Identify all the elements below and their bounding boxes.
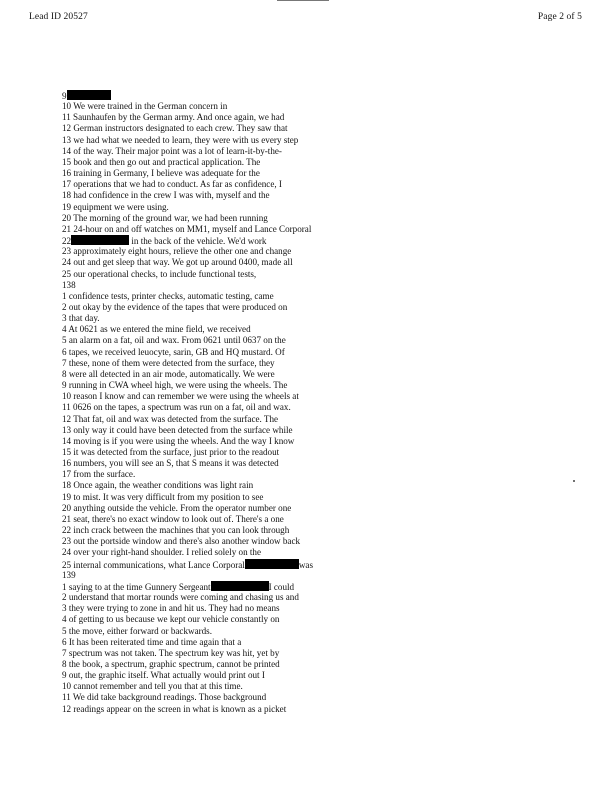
transcript-line (62, 168, 462, 179)
transcript-line (62, 369, 462, 380)
transcript-line (62, 614, 462, 625)
transcript-line (62, 224, 462, 235)
transcript-line (62, 492, 462, 503)
line-text: 11 Saunhaufen by the German army. And once again, we had (62, 112, 285, 123)
transcript-line (62, 514, 462, 525)
line-text: 1 confidence tests, printer checks, automatic testing, came (62, 290, 274, 301)
transcript-line (62, 425, 462, 436)
line-text: 21 seat, there's no exact window to look out of. There's a one (62, 513, 284, 524)
line-text: 15 book and then go out and practical application. The (62, 156, 261, 167)
line-text: 24 out and get sleep that way. We got up around 0400, made all (62, 257, 293, 268)
line-text: 12 That fat, oil and wax was detected from the surface. The (62, 413, 279, 424)
transcript-line (62, 291, 462, 302)
transcript-line (62, 469, 462, 480)
line-text: 6 It has been reiterated time and time again that a (62, 636, 242, 647)
transcript-line (62, 269, 462, 280)
line-text: 12 German instructors designated to each crew. They saw that (62, 123, 288, 134)
transcript-line (62, 525, 462, 536)
line-text: 24 over your right-hand shoulder. I relied solely on the (62, 547, 262, 558)
transcript-line (62, 648, 462, 659)
transcript-line (62, 581, 462, 592)
transcript-line (62, 692, 462, 703)
line-text: 1 saying to at the time Gunnery Sergeant (62, 581, 211, 592)
transcript-line (62, 235, 462, 246)
line-text-after-redaction: I could (268, 581, 295, 592)
transcript-line (62, 112, 462, 123)
line-text: 139 (62, 569, 76, 580)
transcript-line (62, 313, 462, 324)
line-text-after-redaction: was (298, 559, 313, 570)
line-text: 23 out the portside window and there's also another window back (62, 536, 301, 547)
transcript-line (62, 458, 462, 469)
line-text: 2 out okay by the evidence of the tapes that were produced on (62, 301, 288, 312)
redaction-block (67, 90, 111, 100)
transcript-line (62, 681, 462, 692)
transcript-line (62, 570, 462, 581)
transcript-line (62, 257, 462, 268)
line-text: 18 Once again, the weather conditions was light rain (62, 480, 254, 491)
transcript-line (62, 190, 462, 201)
top-edge-line (277, 0, 329, 1)
line-text: 8 were all detected in an air mode, automatically. We were (62, 368, 275, 379)
transcript-line (62, 302, 462, 313)
line-text: 16 numbers, you will see an S, that S means it was detected (62, 458, 279, 469)
line-text: 14 moving is if you were using the wheels. And the way I know (62, 435, 295, 446)
line-text: 13 we had what we needed to learn, they were with us every step (62, 134, 299, 145)
transcript-line (62, 157, 462, 168)
line-text: 17 from the surface. (62, 469, 136, 480)
line-text: 13 only way it could have been detected from the surface while (62, 424, 293, 435)
line-text: 11 0626 on the tapes, a spectrum was run on a fat, oil and wax. (62, 402, 291, 413)
transcript-line (62, 536, 462, 547)
line-text: 25 our operational checks, to include functional tests, (62, 268, 257, 279)
line-text: 5 an alarm on a fat, oil and wax. From 0621 until 0637 on the (62, 335, 286, 346)
transcript-line (62, 213, 462, 224)
line-text: 4 At 0621 as we entered the mine field, we received (62, 324, 251, 335)
line-text: 10 reason I know and can remember we were using the wheels at (62, 391, 299, 402)
transcript-line (62, 480, 462, 491)
transcript-line (62, 324, 462, 335)
transcript-line (62, 626, 462, 637)
transcript-line (62, 246, 462, 257)
line-text-after-redaction: in the back of the vehicle. We'd work (129, 236, 267, 247)
line-text: 22 (62, 236, 72, 247)
line-text: 3 they were trying to zone in and hit us. They had no means (62, 603, 280, 614)
transcript-line (62, 704, 462, 715)
transcript-body (62, 90, 462, 715)
transcript-line (62, 670, 462, 681)
line-text: 7 these, none of them were detected from the surface, they (62, 357, 275, 368)
redaction-block (211, 581, 269, 591)
line-text: 11 We did take background readings. Those background (62, 692, 267, 703)
transcript-line (62, 135, 462, 146)
line-text: 6 tapes, we received leuocyte, sarin, GB and HQ mustard. Of (62, 346, 285, 357)
transcript-line (62, 123, 462, 134)
scan-speck (573, 480, 575, 482)
transcript-line (62, 637, 462, 648)
line-text: 18 had confidence in the crew I was with, myself and the (62, 190, 270, 201)
line-text: 9 running in CWA wheel high, we were using the wheels. The (62, 380, 288, 391)
line-text: 14 of the way. Their major point was a lot of learn-it-by-the- (62, 145, 282, 156)
transcript-line (62, 358, 462, 369)
line-text: 4 of getting to us because we kept our vehicle constantly on (62, 614, 280, 625)
transcript-line (62, 347, 462, 358)
transcript-line (62, 547, 462, 558)
transcript-line (62, 436, 462, 447)
line-text: 12 readings appear on the screen in what is known as a picket (62, 703, 287, 714)
line-text: 9 out, the graphic itself. What actually would print out I (62, 670, 265, 681)
line-text: 21 24-hour on and off watches on MM1, myself and Lance Corporal (62, 223, 312, 234)
transcript-line (62, 414, 462, 425)
transcript-line (62, 335, 462, 346)
transcript-line (62, 391, 462, 402)
line-text: 19 to mist. It was very difficult from my position to see (62, 491, 264, 502)
transcript-line (62, 659, 462, 670)
transcript-line (62, 90, 462, 101)
line-text: 15 it was detected from the surface, just prior to the readout (62, 447, 280, 457)
line-text: 16 training in Germany, I believe was adequate for the (62, 168, 260, 179)
line-text: 20 anything outside the vehicle. From the operator number one (62, 502, 292, 513)
redaction-block (245, 559, 299, 569)
line-text: 8 the book, a spectrum, graphic spectrum, cannot be printed (62, 658, 280, 669)
line-text: 7 spectrum was not taken. The spectrum key was hit, yet by (62, 647, 280, 658)
lead-id-header: Lead ID 20527 (29, 12, 88, 22)
line-text: 20 The morning of the ground war, we had been running (62, 212, 268, 223)
transcript-line (62, 447, 462, 458)
transcript-line (62, 380, 462, 391)
line-text: 10 We were trained in the German concern in (62, 101, 228, 112)
transcript-line (62, 179, 462, 190)
line-text: 19 equipment we were using. (62, 201, 169, 212)
transcript-line (62, 603, 462, 614)
line-text: 23 approximately eight hours, relieve the other one and change (62, 246, 292, 257)
transcript-line (62, 101, 462, 112)
transcript-line (62, 402, 462, 413)
line-text: 10 cannot remember and tell you that at this time. (62, 681, 243, 692)
transcript-line (62, 559, 462, 570)
line-text: 22 inch crack between the machines that you can look through (62, 525, 290, 536)
transcript-line (62, 503, 462, 514)
transcript-line (62, 202, 462, 213)
line-text: 2 understand that mortar rounds were coming and chasing us and (62, 592, 299, 603)
line-text: 3 that day. (62, 313, 100, 324)
transcript-line (62, 146, 462, 157)
transcript-line (62, 280, 462, 291)
line-text: 138 (62, 279, 76, 290)
transcript-line (62, 592, 462, 603)
line-text: 9 (62, 91, 67, 101)
line-text: 17 operations that we had to conduct. As far as confidence, I (62, 179, 282, 190)
line-text: 5 the move, either forward or backwards. (62, 625, 212, 636)
redaction-block (71, 235, 129, 245)
line-text: 25 internal communications, what Lance Corporal (62, 559, 245, 570)
page-number-header: Page 2 of 5 (537, 12, 582, 22)
